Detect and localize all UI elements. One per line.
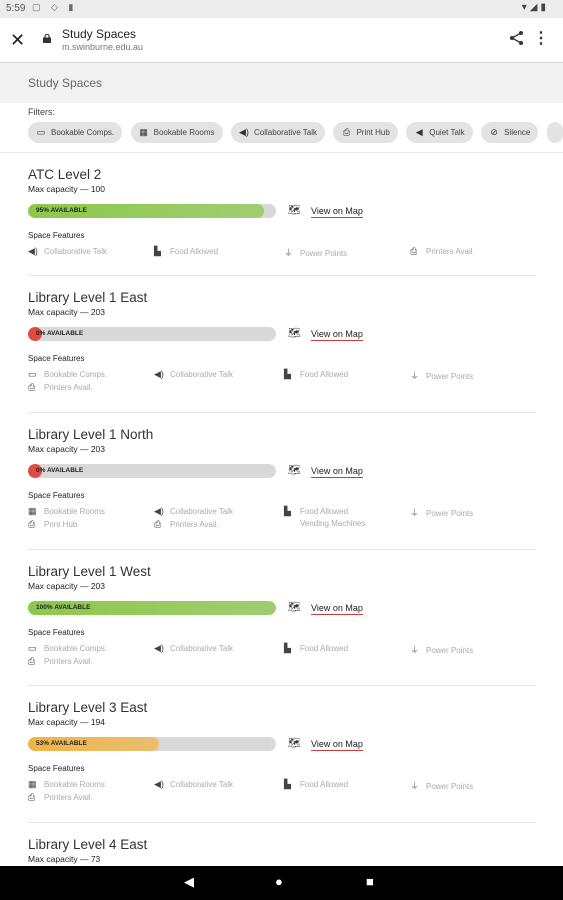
feature-label: Power Points bbox=[426, 509, 474, 518]
space-name: Library Level 1 North bbox=[28, 427, 154, 442]
feature-label: Food Allowed bbox=[300, 370, 349, 379]
space-card bbox=[28, 276, 536, 413]
feature-item bbox=[154, 369, 233, 380]
map-icon[interactable]: 🗺 bbox=[288, 602, 301, 613]
feature-item bbox=[28, 369, 107, 380]
printer-icon: ⎙ bbox=[154, 519, 162, 529]
printer-icon: ⎙ bbox=[28, 792, 36, 802]
android-nav-bar bbox=[0, 866, 563, 900]
map-icon[interactable]: 🗺 bbox=[288, 205, 301, 216]
availability-row bbox=[28, 597, 536, 621]
food-icon: ▙ bbox=[154, 246, 161, 256]
space-card bbox=[28, 550, 536, 686]
rooms-icon: ▦ bbox=[28, 506, 37, 516]
back-icon[interactable]: ◀ bbox=[184, 874, 194, 889]
space-card bbox=[28, 686, 536, 823]
feature-label: Bookable Rooms bbox=[44, 780, 105, 789]
feature-item bbox=[154, 246, 218, 257]
space-name: ATC Level 2 bbox=[28, 167, 102, 182]
chip-label: Bookable Comps. bbox=[51, 128, 115, 137]
feature-label: Food Allowed bbox=[300, 644, 349, 653]
availability-row bbox=[28, 460, 536, 484]
feature-label: Food Allowed bbox=[170, 247, 219, 256]
filter-chip-bookable-comps[interactable] bbox=[28, 122, 122, 143]
feature-item bbox=[284, 779, 348, 790]
feature-label: Collaborative Talk bbox=[170, 370, 233, 379]
speaker-icon: ◀) bbox=[154, 369, 164, 379]
speaker-icon: ◀) bbox=[154, 643, 164, 653]
chip-label: Collaborative Talk bbox=[253, 128, 317, 137]
feature-item bbox=[284, 519, 365, 528]
map-icon[interactable]: 🗺 bbox=[288, 328, 301, 339]
filter-chip-bookable-rooms[interactable] bbox=[131, 122, 223, 143]
app-header bbox=[0, 63, 563, 103]
feature-item bbox=[284, 506, 348, 517]
feature-label: Printers Avail. bbox=[170, 520, 219, 529]
quiet-icon: ◀ bbox=[415, 127, 423, 137]
feature-item bbox=[28, 382, 93, 393]
lock-icon bbox=[43, 34, 51, 43]
feature-label: Collaborative Talk bbox=[44, 247, 107, 256]
food-icon: ▙ bbox=[284, 369, 291, 379]
space-capacity: Max capacity — 203 bbox=[28, 444, 106, 454]
feature-item bbox=[410, 643, 473, 656]
availability-text: 53% AVAILABLE bbox=[36, 740, 87, 747]
feature-label: Collaborative Talk bbox=[170, 507, 233, 516]
feature-item bbox=[284, 369, 348, 380]
feature-item bbox=[154, 643, 233, 654]
speaker-icon: ◀) bbox=[154, 506, 164, 516]
close-icon[interactable]: ✕ bbox=[10, 30, 26, 50]
share-icon[interactable] bbox=[509, 30, 525, 46]
status-right-icons: ▾◢▮ bbox=[521, 2, 549, 13]
space-card bbox=[28, 413, 536, 550]
feature-label: Power Points bbox=[426, 372, 474, 381]
feature-item bbox=[28, 519, 77, 530]
filter-chip-print-hub[interactable] bbox=[333, 122, 397, 143]
availability-bar bbox=[28, 737, 276, 751]
availability-row bbox=[28, 323, 536, 347]
plug-icon: ⏚ bbox=[410, 371, 420, 381]
filter-chip-overflow[interactable] bbox=[547, 122, 563, 143]
feature-item bbox=[410, 779, 473, 792]
rooms-icon: ▦ bbox=[139, 127, 148, 137]
view-on-map-link[interactable]: View on Map bbox=[311, 466, 363, 476]
availability-text: 0% AVAILABLE bbox=[36, 467, 84, 474]
feature-label: Food Allowed bbox=[300, 780, 349, 789]
recents-icon[interactable]: ■ bbox=[366, 874, 374, 889]
features-title: Space Features bbox=[28, 231, 85, 240]
availability-bar bbox=[28, 327, 276, 341]
food-icon: ▙ bbox=[284, 779, 291, 789]
feature-label: Bookable Rooms bbox=[44, 507, 105, 516]
feature-label: Food Allowed bbox=[300, 507, 349, 516]
space-capacity: Max capacity — 73 bbox=[28, 854, 101, 864]
availability-bar bbox=[28, 464, 276, 478]
availability-bar bbox=[28, 601, 276, 615]
computer-icon: ▭ bbox=[28, 643, 37, 653]
availability-text: 0% AVAILABLE bbox=[36, 330, 84, 337]
map-icon[interactable]: 🗺 bbox=[288, 465, 301, 476]
print-hub-icon: ⎙ bbox=[342, 127, 351, 137]
chip-label: Bookable Rooms bbox=[153, 128, 215, 137]
feature-label: Power Points bbox=[426, 646, 474, 655]
computer-icon: ▭ bbox=[36, 127, 46, 137]
feature-item bbox=[28, 506, 105, 517]
feature-label: Bookable Comps. bbox=[44, 644, 108, 653]
feature-label: Print Hub bbox=[44, 520, 78, 529]
feature-item bbox=[410, 369, 473, 382]
rooms-icon: ▦ bbox=[28, 779, 37, 789]
space-card bbox=[28, 153, 536, 276]
speaker-icon: ◀) bbox=[154, 779, 164, 789]
print-hub-icon: ⎙ bbox=[28, 519, 36, 529]
feature-item bbox=[154, 506, 233, 517]
view-on-map-link[interactable]: View on Map bbox=[311, 739, 363, 749]
space-name: Library Level 4 East bbox=[28, 837, 148, 852]
browser-toolbar bbox=[0, 18, 563, 63]
filter-chip-quiet-talk[interactable] bbox=[406, 122, 472, 143]
availability-text: 100% AVAILABLE bbox=[36, 604, 91, 611]
feature-item bbox=[410, 506, 473, 519]
features-title: Space Features bbox=[28, 354, 85, 363]
status-left-icons: ▢ ◇ ▮ bbox=[32, 2, 78, 12]
features-title: Space Features bbox=[28, 491, 85, 500]
feature-label: Printers Avail. bbox=[44, 383, 93, 392]
filters-bar bbox=[0, 103, 563, 153]
feature-item bbox=[154, 519, 219, 530]
feature-item bbox=[28, 656, 93, 667]
map-icon[interactable]: 🗺 bbox=[288, 738, 301, 749]
plug-icon: ⏚ bbox=[284, 248, 294, 258]
feature-label: Collaborative Talk bbox=[170, 780, 233, 789]
feature-item bbox=[284, 246, 347, 259]
availability-bar bbox=[28, 204, 276, 218]
availability-row bbox=[28, 200, 536, 224]
printer-icon: ⎙ bbox=[410, 246, 418, 256]
status-bar bbox=[0, 0, 563, 18]
food-icon: ▙ bbox=[284, 643, 291, 653]
feature-item bbox=[28, 643, 107, 654]
chip-label: Silence bbox=[504, 128, 531, 137]
chip-label: Quiet Talk bbox=[429, 128, 465, 137]
feature-item bbox=[284, 643, 348, 654]
space-capacity: Max capacity — 203 bbox=[28, 581, 106, 591]
space-capacity: Max capacity — 100 bbox=[28, 184, 106, 194]
view-on-map-link[interactable]: View on Map bbox=[311, 603, 363, 613]
feature-label: Printers Avail. bbox=[44, 657, 93, 666]
food-icon: ▙ bbox=[284, 506, 291, 516]
features-title: Space Features bbox=[28, 764, 85, 773]
feature-label: Collaborative Talk bbox=[170, 644, 233, 653]
feature-item bbox=[28, 246, 107, 257]
page-url[interactable]: m.swinburne.edu.au bbox=[62, 42, 144, 52]
space-capacity: Max capacity — 203 bbox=[28, 307, 106, 317]
feature-label: Printers Avail. bbox=[44, 793, 93, 802]
feature-label: Vending Machines bbox=[300, 519, 366, 528]
app-title: Study Spaces bbox=[28, 76, 103, 90]
availability-row bbox=[28, 733, 536, 757]
space-name: Library Level 1 West bbox=[28, 564, 151, 579]
space-capacity: Max capacity — 194 bbox=[28, 717, 106, 727]
speaker-icon: ◀) bbox=[239, 127, 249, 137]
feature-label: Bookable Comps. bbox=[44, 370, 108, 379]
plug-icon: ⏚ bbox=[410, 781, 420, 791]
feature-item bbox=[28, 779, 105, 790]
speaker-icon: ◀) bbox=[28, 246, 38, 256]
feature-item bbox=[28, 792, 93, 803]
feature-item bbox=[410, 246, 475, 257]
space-name: Library Level 3 East bbox=[28, 700, 148, 715]
plug-icon: ⏚ bbox=[410, 645, 420, 655]
computer-icon: ▭ bbox=[28, 369, 37, 379]
filters-label: Filters: bbox=[28, 107, 55, 117]
space-name: Library Level 1 East bbox=[28, 290, 148, 305]
feature-label: Power Points bbox=[300, 249, 348, 258]
printer-icon: ⎙ bbox=[28, 382, 36, 392]
filter-chip-list bbox=[28, 122, 563, 143]
status-time: 5:59 bbox=[6, 3, 26, 14]
home-icon[interactable]: ● bbox=[275, 874, 283, 889]
page-title: Study Spaces bbox=[62, 27, 137, 41]
filter-chip-silence[interactable] bbox=[481, 122, 538, 143]
mute-icon: ⊘ bbox=[490, 127, 498, 137]
feature-label: Printers Avail. bbox=[426, 247, 475, 256]
more-options-icon[interactable]: ⋮ bbox=[533, 30, 549, 47]
plug-icon: ⏚ bbox=[410, 508, 420, 518]
study-space-list bbox=[28, 153, 536, 883]
view-on-map-link[interactable]: View on Map bbox=[311, 329, 363, 339]
chip-label: Print Hub bbox=[356, 128, 390, 137]
features-title: Space Features bbox=[28, 628, 85, 637]
view-on-map-link[interactable]: View on Map bbox=[311, 206, 363, 216]
feature-label: Power Points bbox=[426, 782, 474, 791]
availability-text: 95% AVAILABLE bbox=[36, 207, 87, 214]
feature-item bbox=[154, 779, 233, 790]
filter-chip-collaborative-talk[interactable] bbox=[231, 122, 325, 143]
printer-icon: ⎙ bbox=[28, 656, 36, 666]
